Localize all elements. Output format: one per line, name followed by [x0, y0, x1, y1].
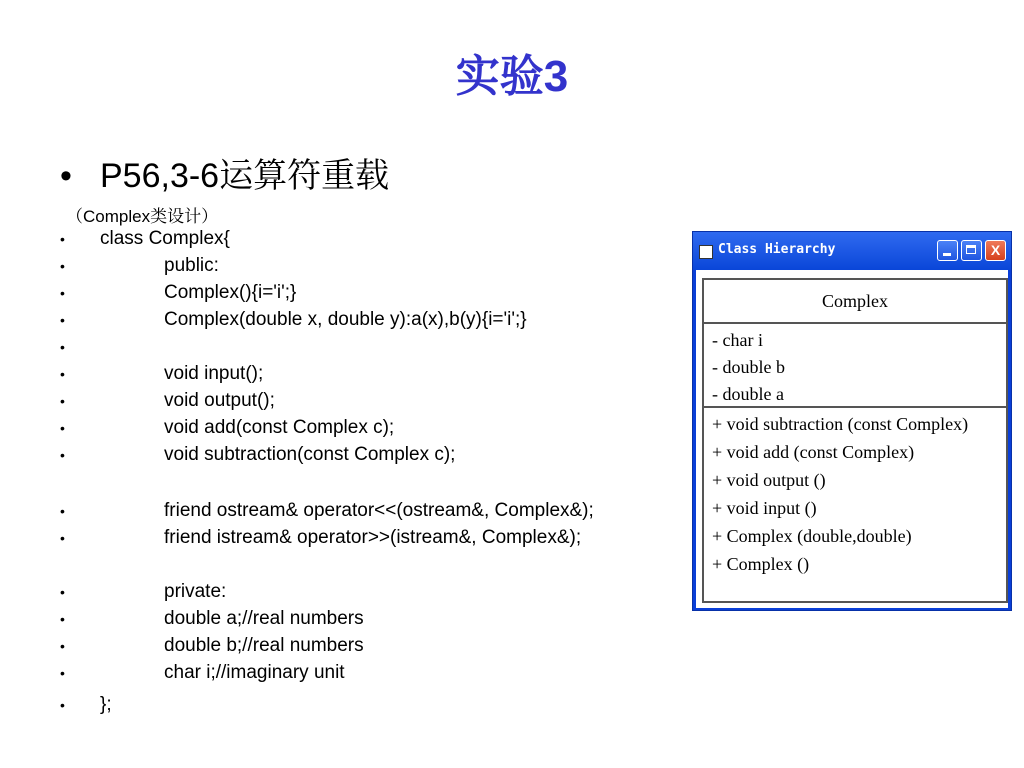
bullet: •: [60, 258, 65, 274]
uml-attribute: - char i: [712, 330, 763, 350]
code-text: double a;//real numbers: [164, 608, 364, 629]
code-text: void subtraction(const Complex c);: [164, 444, 456, 465]
window-client-area: [696, 270, 1008, 608]
code-text: friend istream& operator>>(istream&, Complex&);: [164, 527, 582, 548]
maximize-button[interactable]: [961, 240, 982, 261]
minimize-button[interactable]: [937, 240, 958, 261]
code-text: public:: [164, 255, 219, 276]
bullet: •: [60, 611, 65, 627]
code-text: double b;//real numbers: [164, 635, 364, 656]
bullet: •: [60, 339, 65, 355]
bullet: •: [60, 393, 65, 409]
bullet: •: [60, 312, 65, 328]
bullet: •: [60, 584, 65, 600]
heading-text: P56,3-6运算符重载: [100, 157, 390, 195]
bullet: •: [60, 638, 65, 654]
bullet: •: [60, 503, 65, 519]
uml-operation: + Complex (double,double): [712, 526, 912, 546]
bullet: •: [60, 231, 65, 247]
slide-title: 实验3: [455, 52, 569, 101]
bullet: •: [60, 530, 65, 546]
close-button[interactable]: [985, 240, 1006, 261]
code-text: class Complex{: [100, 228, 230, 249]
uml-operation: + void subtraction (const Complex): [712, 414, 969, 434]
code-text: char i;//imaginary unit: [164, 662, 345, 683]
bullet: •: [60, 285, 65, 301]
code-text: };: [100, 694, 112, 715]
code-text: void input();: [164, 363, 264, 384]
uml-attributes: [704, 324, 1006, 408]
uml-class-box: [702, 278, 1008, 603]
code-text: Complex(){i='i';}: [164, 282, 297, 303]
uml-attribute: - double b: [712, 357, 785, 377]
uml-attribute: - double a: [712, 384, 784, 404]
uml-operation: + void output (): [712, 470, 826, 490]
maximize-icon: [966, 245, 976, 254]
slide-heading: [60, 148, 389, 197]
code-text: Complex(double x, double y):a(x),b(y){i='i';}: [164, 309, 527, 330]
bullet: •: [60, 665, 65, 681]
code-text: private:: [164, 581, 227, 602]
bullet: •: [60, 447, 65, 463]
bullet: •: [60, 420, 65, 436]
code-text: friend ostream& operator<<(ostream&, Complex&);: [164, 500, 594, 521]
code-text: void output();: [164, 390, 275, 411]
uml-class-name: Complex: [704, 280, 1006, 324]
bullet: •: [60, 157, 72, 195]
uml-operation: + void input (): [712, 498, 817, 518]
class-hierarchy-window: [692, 231, 1012, 611]
slide-subtitle: （Complex类设计）: [66, 207, 219, 226]
bullet: •: [60, 697, 65, 713]
window-title: Class Hierarchy: [718, 242, 836, 257]
window-icon: [699, 245, 713, 259]
close-icon: X: [990, 242, 1001, 258]
bullet: •: [60, 366, 65, 382]
uml-operation: + Complex (): [712, 554, 810, 574]
uml-operations: [704, 408, 1006, 598]
window-titlebar[interactable]: [693, 232, 1011, 270]
minimize-icon: [943, 253, 951, 256]
code-text: void add(const Complex c);: [164, 417, 395, 438]
uml-operation: + void add (const Complex): [712, 442, 915, 462]
